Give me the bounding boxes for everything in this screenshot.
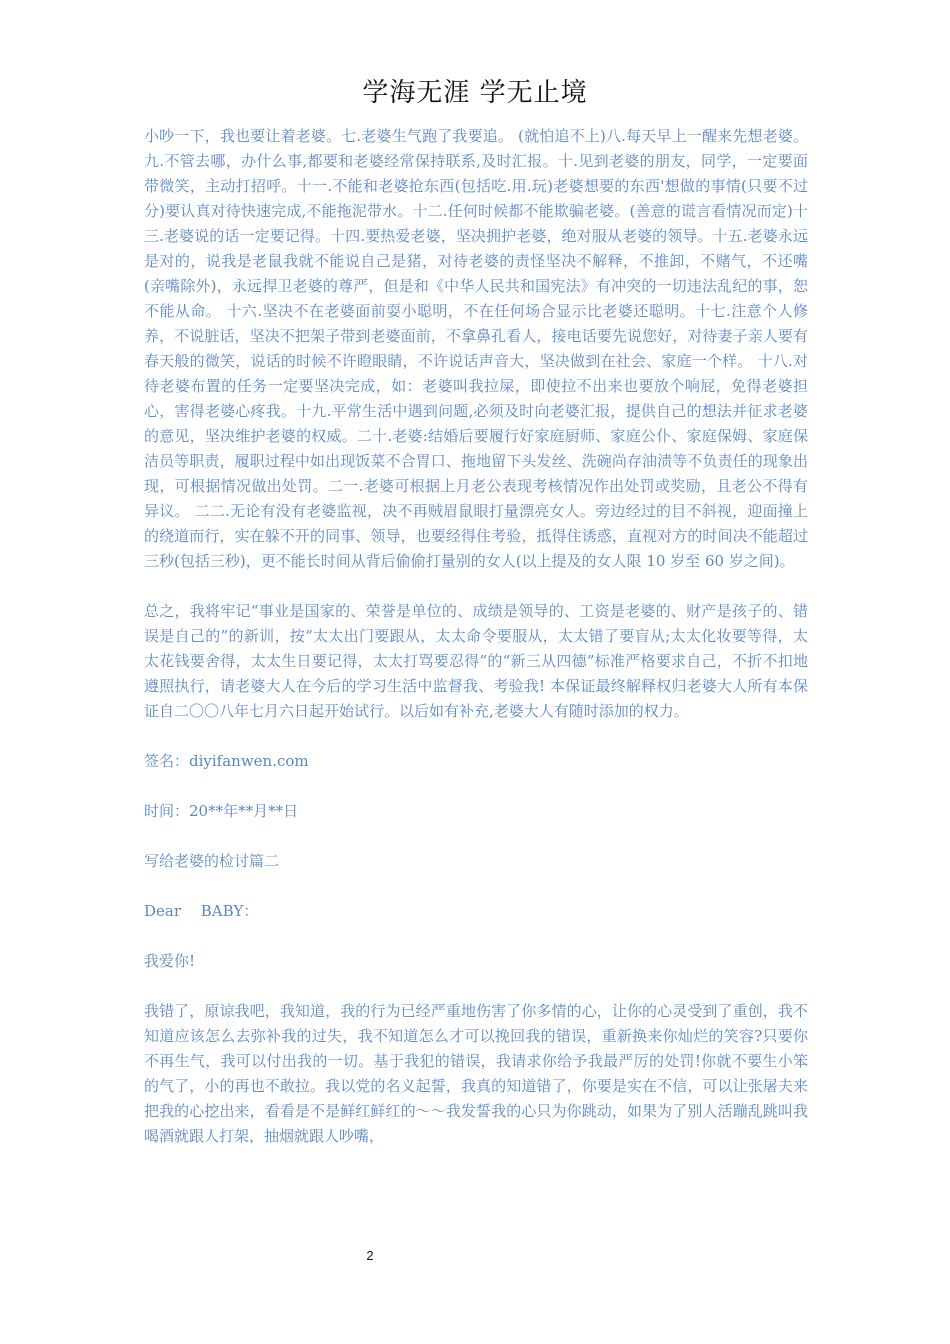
signature-line: 签名：diyifanwen.com	[144, 752, 309, 770]
paragraph-apology: 我错了，原谅我吧，我知道，我的行为已经严重地伤害了你多情的心，让你的心灵受到了重创，我不知道应该怎么去弥补我的过失，我不知道怎么才可以挽回我的错误，重新换来你灿烂的笑容?只要你不再生气，我可以付出我的一切。基于我犯的错误，我请求你给予我最严厉的处罚!你就不要生小笨的气了，小的再也不敢拉。我以党的名义起誓，我真的知道错了，你要是实在不信，可以让张屠夫来把我的心挖出来，看看是不是鲜红鲜红的～～我发誓我的心只为你跳动，如果为了别人活蹦乱跳叫我喝酒就跟人打架，抽烟就跟人吵嘴，	[144, 1002, 808, 1145]
greeting-line: 我爱你!	[144, 952, 196, 970]
paragraph-conclusion: 总之，我将牢记“事业是国家的、荣誉是单位的、成绩是领导的、工资是老婆的、财产是孩子的、错误是自己的”的新训，按“太太出门要跟从，太太命令要服从，太太错了要盲从;太太化妆要等得，太太花钱要舍得，太太生日要记得，太太打骂要忍得”的“新三从四德”标准严格要求自己，不折不扣地遵照执行，请老婆大人在今后的学习生活中监督我、考验我! 本保证最终解释权归老婆大人所有本保证自二〇〇八年七月六日起开始试行。以后如有补充,老婆大人有随时添加的权力。	[144, 602, 808, 720]
date-line: 时间：20**年**月**日	[144, 802, 299, 820]
salutation: Dear BABY：	[144, 902, 259, 920]
page-header-title: 学海无涯 学无止境	[362, 78, 588, 108]
page-number: 2	[366, 1248, 374, 1263]
paragraph-guarantee-rules: 小吵一下，我也要让着老婆。七.老婆生气跑了我要追。 (就怕追不上)八.每天早上一醒来先想老婆。九.不管去哪，办什么事,都要和老婆经常保持联系,及时汇报。十.见到老婆的朋友，同学，一定要面带微笑，主动打招呼。十一.不能和老婆抢东西(包括吃.用.玩)老婆想要的东西'想做的事情(只要不过分)要认真对待快速完成,不能拖泥带水。十二.任何时候都不能欺骗老婆。(善意的谎言看情况而定)十三.老婆说的话一定要记得。十四.要热爱老婆，坚决拥护老婆，绝对服从老婆的领导。十五.老婆永远是对的，说我是老鼠我就不能说自己是猪，对待老婆的责怪坚决不解释，不推卸，不赌气，不还嘴(亲嘴除外)，永远捍卫老婆的尊严，但是和《中华人民共和国宪法》有冲突的一切违法乱纪的事，恕不能从命。 十六.坚决不在老婆面前耍小聪明，不在任何场合显示比老婆还聪明。十七.注意个人修养，不说脏话，坚决不把架子带到老婆面前，不拿鼻孔看人，接电话要先说您好，对待妻子亲人要有春天般的微笑，说话的时候不许瞪眼睛，不许说话声音大，坚决做到在社会、家庭一个样。 十八.对待老婆布置的任务一定要坚决完成，如：老婆叫我拉屎，即使拉不出来也要放个响屁，免得老婆担心，害得老婆心疼我。十九.平常生活中遇到问题,必须及时向老婆汇报，提供自己的想法并征求老婆的意见，坚决维护老婆的权威。二十.老婆:结婚后要履行好家庭厨师、家庭公仆、家庭保姆、家庭保洁员等职责，履职过程中如出现饭菜不合胃口、拖地留下头发丝、洗碗尚存油渍等不负责任的现象出现，可根据情况做出处罚。二一.老婆可根据上月老公表现考核情况作出处罚或奖励，且老公不得有异议。 二二.无论有没有老婆监视，决不再贼眉鼠眼打量漂亮女人。旁边经过的目不斜视，迎面撞上的绕道而行，实在躲不开的同事、领导，也要经得住考验，抵得住诱惑，直视对方的时间决不能超过三秒(包括三秒)，更不能长时间从背后偷偷打量别的女人(以上提及的女人限 10 岁至 60 岁之间)。	[144, 127, 808, 570]
section-heading: 写给老婆的检讨篇二	[144, 852, 280, 870]
document-body	[144, 124, 808, 1149]
